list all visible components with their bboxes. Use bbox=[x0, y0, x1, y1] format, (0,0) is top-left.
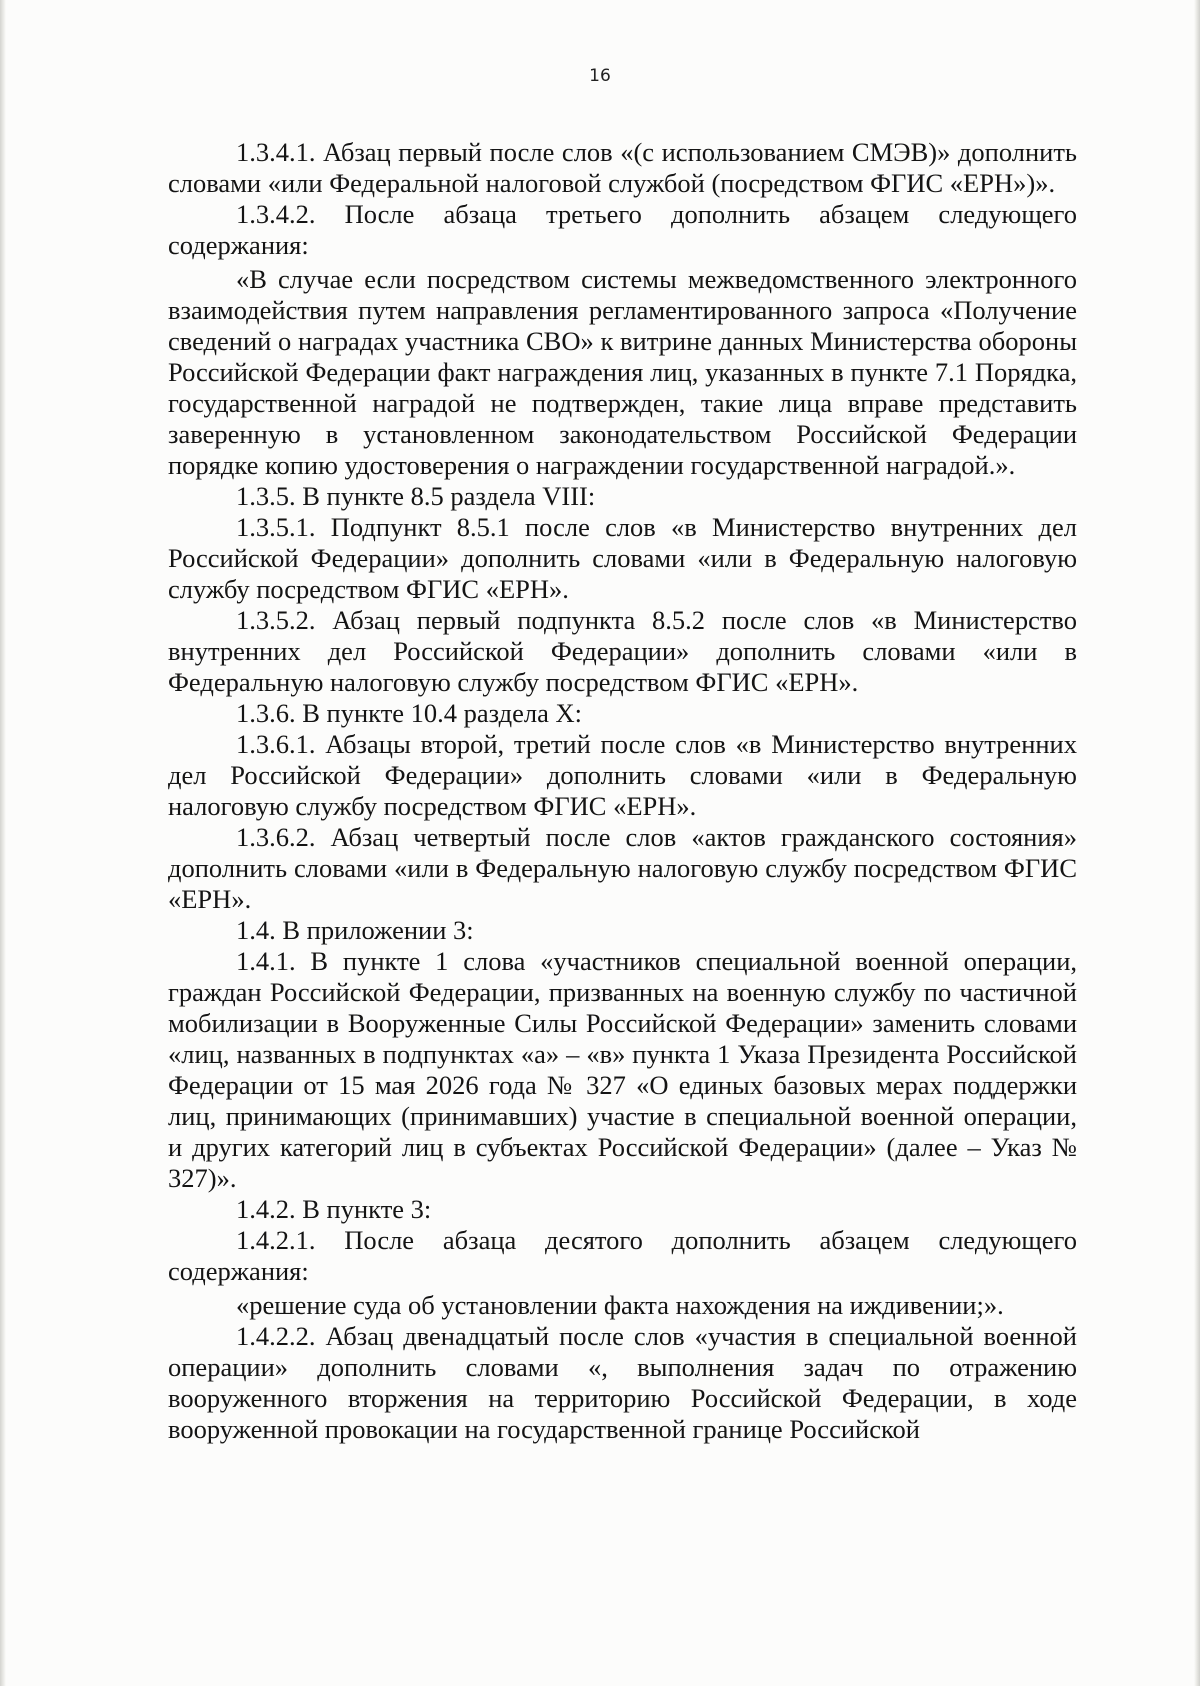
paragraph-1-3-4-1: 1.3.4.1. Абзац первый после слов «(с использованием СМЭВ)» дополнить словами «или Федеральной налоговой службой (посредством ФГИС «ЕРН»)». bbox=[168, 137, 1077, 198]
paragraph-1-4: 1.4. В приложении 3: bbox=[236, 915, 474, 945]
paragraph-1-3-6: 1.3.6. В пункте 10.4 раздела X: bbox=[236, 698, 583, 728]
paragraph-1-3-6-2: 1.3.6.2. Абзац четвертый после слов «актов гражданского состояния» дополнить словами «или в Федеральную налоговую службу посредством ФГИС «ЕРН». bbox=[168, 822, 1077, 914]
paragraph-1-4-2-1: 1.4.2.1. После абзаца десятого дополнить абзацем следующего содержания: bbox=[168, 1225, 1077, 1286]
paragraph-1-4-2: 1.4.2. В пункте 3: bbox=[236, 1194, 432, 1224]
paragraph-1-3-4-2: 1.3.4.2. После абзаца третьего дополнить абзацем следующего содержания: bbox=[168, 199, 1077, 260]
paragraph-inserted-line: «решение суда об установлении факта нахождения на иждивении;». bbox=[236, 1290, 1004, 1320]
paragraph-1-3-5-2: 1.3.5.2. Абзац первый подпункта 8.5.2 после слов «в Министерство внутренних дел Российской Федерации» дополнить словами «или в Федеральную налоговую службу посредством ФГИС «ЕРН». bbox=[168, 605, 1077, 697]
paragraph-1-3-6-1: 1.3.6.1. Абзацы второй, третий после слов «в Министерство внутренних дел Российской Федерации» дополнить словами «или в Федеральную налоговую службу посредством ФГИС «ЕРН». bbox=[168, 729, 1077, 821]
page-number: 16 bbox=[589, 66, 611, 86]
paragraph-1-3-5-1: 1.3.5.1. Подпункт 8.5.1 после слов «в Министерство внутренних дел Российской Федерации» дополнить словами «или в Федеральную налоговую службу посредством ФГИС «ЕРН». bbox=[168, 512, 1077, 604]
paragraph-1-4-2-2: 1.4.2.2. Абзац двенадцатый после слов «участия в специальной военной операции» дополнить словами «, выполнения задач по отражению вооруженного вторжения на территорию Российской Федерации, в ходе вооруженной провокации на государственной границе Российской bbox=[168, 1321, 1077, 1444]
scan-edge-right bbox=[1194, 0, 1200, 1686]
paragraph-1-4-1: 1.4.1. В пункте 1 слова «участников специальной военной операции, граждан Российской Федерации, призванных на военную службу по частичной мобилизации в Вооруженные Силы Российской Федерации» заменить словами «лиц, названных в подпунктах «а» – «в» пункта 1 Указа Президента Российской Федерации от 15 мая 2026 года № 327 «О единых базовых мерах поддержки лиц, принимающих (принимавших) участие в специальной военной операции, и других категорий лиц в субъектах Российской Федерации» (далее – Указ № 327)». bbox=[168, 946, 1077, 1193]
paragraph-1-3-5: 1.3.5. В пункте 8.5 раздела VIII: bbox=[236, 481, 596, 511]
scan-edge-left bbox=[0, 0, 6, 1686]
document-body bbox=[168, 137, 1077, 1445]
paragraph-inserted-quote: «В случае если посредством системы межведомственного электронного взаимодействия путем направления регламентированного запроса «Получение сведений о наградах участника СВО» к витрине данных Министерства обороны Российской Федерации факт награждения лиц, указанных в пункте 7.1 Порядка, государственной наградой не подтвержден, такие лица вправе представить заверенную в установленном законодательством Российской Федерации порядке копию удостоверения о награждении государственной наградой.». bbox=[168, 264, 1077, 480]
